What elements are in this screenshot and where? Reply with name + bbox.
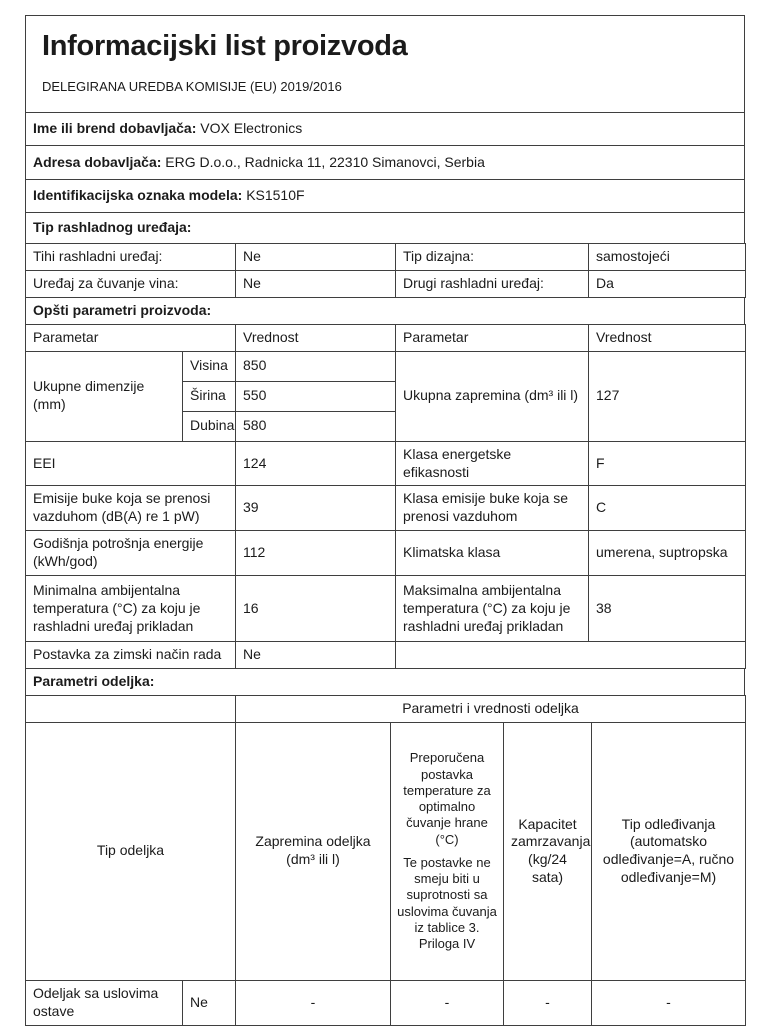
general-parameters-table bbox=[25, 324, 746, 669]
column-header-compartment-volume: Zapremina odeljka (dm³ ili l) bbox=[236, 722, 391, 980]
winter-mode-value: Ne bbox=[236, 642, 396, 669]
table-row bbox=[26, 722, 746, 980]
regulation-subtitle: DELEGIRANA UREDBA KOMISIJE (EU) 2019/2016 bbox=[42, 79, 342, 95]
column-header-defrost-type: Tip odleđivanja (automatsko odleđivanje=A, ručno odleđivanje=M) bbox=[592, 722, 746, 980]
column-header-freezing-capacity: Kapacitet zamrzavanja (kg/24 sata) bbox=[504, 722, 592, 980]
section-title-type: Tip rashladnog uređaja: bbox=[26, 213, 745, 244]
param-cell: EEI bbox=[26, 441, 236, 486]
total-volume-label: Ukupna zapremina (dm³ ili l) bbox=[396, 351, 589, 441]
table-row bbox=[26, 16, 745, 113]
table-row bbox=[26, 180, 745, 213]
value-cell: 16 bbox=[236, 576, 396, 642]
column-header-vrednost-2: Vrednost bbox=[589, 324, 746, 351]
compartments-group-header: Parametri i vrednosti odeljka bbox=[236, 695, 746, 722]
compartments-section-header bbox=[25, 668, 745, 696]
param-cell: Tihi rashladni uređaj: bbox=[26, 244, 236, 271]
dimensions-label-line1: Ukupne dimenzije bbox=[33, 378, 145, 395]
supplier-address-label: Adresa dobavljača: bbox=[33, 153, 162, 170]
column-header-compartment-type: Tip odeljka bbox=[26, 722, 236, 980]
table-row bbox=[26, 113, 745, 146]
table-row bbox=[26, 244, 746, 271]
supplier-address-cell bbox=[26, 146, 745, 180]
value-cell: Ne bbox=[236, 244, 396, 271]
value-cell: 112 bbox=[236, 531, 396, 576]
dimension-depth-value: 580 bbox=[236, 411, 396, 441]
total-volume-value: 127 bbox=[589, 351, 746, 441]
empty-cell bbox=[396, 642, 746, 669]
compartment-freezing-value: - bbox=[504, 980, 592, 1025]
supplier-table bbox=[25, 112, 745, 213]
value-cell: 38 bbox=[589, 576, 746, 642]
table-row bbox=[26, 531, 746, 576]
compartment-row-label: Odeljak sa uslovima ostave bbox=[26, 980, 183, 1025]
temperature-header-line2: Te postavke ne smeju biti u suprotnosti sa uslovima čuvanja iz tablice 3. Priloga IV bbox=[397, 854, 497, 952]
param-cell: Minimalna ambijentalna temperatura (°C) za koju je rashladni uređaj prikladan bbox=[26, 576, 236, 642]
section-title-general: Opšti parametri proizvoda: bbox=[26, 297, 745, 324]
general-section-header bbox=[25, 297, 745, 325]
param-cell: Godišnja potrošnja energije (kWh/god) bbox=[26, 531, 236, 576]
dimension-width-label: Širina bbox=[183, 381, 236, 411]
table-row bbox=[26, 324, 746, 351]
param-cell: Maksimalna ambijentalna temperatura (°C) za koju je rashladni uređaj prikladan bbox=[396, 576, 589, 642]
dimensions-label-cell bbox=[26, 351, 183, 441]
title-box bbox=[25, 15, 745, 113]
supplier-brand-value: VOX Electronics bbox=[200, 120, 303, 137]
compartment-present-value: Ne bbox=[183, 980, 236, 1025]
column-header-recommended-temperature bbox=[391, 722, 504, 980]
table-row bbox=[26, 642, 746, 669]
table-row bbox=[26, 980, 746, 1025]
value-cell: samostojeći bbox=[589, 244, 746, 271]
model-id-cell bbox=[26, 180, 745, 213]
param-cell: Klasa energetske efikasnosti bbox=[396, 441, 589, 486]
compartment-temperature-value: - bbox=[391, 980, 504, 1025]
value-cell: Ne bbox=[236, 270, 396, 297]
table-row bbox=[26, 213, 745, 244]
table-row bbox=[26, 486, 746, 531]
dimension-width-value: 550 bbox=[236, 381, 396, 411]
supplier-address-value: ERG D.o.o., Radnicka 11, 22310 Simanovci, Serbia bbox=[165, 153, 485, 170]
model-id-value: KS1510F bbox=[246, 187, 305, 204]
param-cell: Uređaj za čuvanje vina: bbox=[26, 270, 236, 297]
empty-cell bbox=[26, 695, 236, 722]
param-cell: Klimatska klasa bbox=[396, 531, 589, 576]
column-header-parametar-2: Parametar bbox=[396, 324, 589, 351]
title-cell bbox=[26, 16, 745, 113]
param-cell: Klasa emisije buke koja se prenosi vazduhom bbox=[396, 486, 589, 531]
value-cell: umerena, suptropska bbox=[589, 531, 746, 576]
temperature-header-line1: Preporučena postavka temperature za optimalno čuvanje hrane (°C) bbox=[403, 750, 491, 847]
type-section-table bbox=[25, 243, 746, 298]
model-id-label: Identifikacijska oznaka modela: bbox=[33, 187, 243, 204]
table-row bbox=[26, 668, 745, 695]
value-cell: C bbox=[589, 486, 746, 531]
param-cell: Emisije buke koja se prenosi vazduhom (dB(A) re 1 pW) bbox=[26, 486, 236, 531]
supplier-brand-cell bbox=[26, 113, 745, 146]
dimension-height-value: 850 bbox=[236, 351, 396, 381]
value-cell: Da bbox=[589, 270, 746, 297]
table-row bbox=[26, 351, 746, 381]
param-cell: Tip dizajna: bbox=[396, 244, 589, 271]
column-header-parametar-1: Parametar bbox=[26, 324, 236, 351]
table-row bbox=[26, 297, 745, 324]
table-row bbox=[26, 270, 746, 297]
compartment-defrost-value: - bbox=[592, 980, 746, 1025]
dimensions-label-line2: (mm) bbox=[33, 396, 66, 413]
page-title: Informacijski list proizvoda bbox=[42, 30, 408, 62]
supplier-brand-label: Ime ili brend dobavljača: bbox=[33, 120, 197, 137]
value-cell: F bbox=[589, 441, 746, 486]
product-information-sheet bbox=[25, 15, 745, 1026]
type-section-header bbox=[25, 212, 745, 244]
table-row bbox=[26, 441, 746, 486]
table-row bbox=[26, 146, 745, 180]
table-row bbox=[26, 695, 746, 722]
section-title-compartments: Parametri odeljka: bbox=[26, 668, 745, 695]
param-cell: Drugi rashladni uređaj: bbox=[396, 270, 589, 297]
compartment-volume-value: - bbox=[236, 980, 391, 1025]
dimension-height-label: Visina bbox=[183, 351, 236, 381]
value-cell: 124 bbox=[236, 441, 396, 486]
winter-mode-label: Postavka za zimski način rada bbox=[26, 642, 236, 669]
column-header-vrednost-1: Vrednost bbox=[236, 324, 396, 351]
table-row bbox=[26, 576, 746, 642]
compartments-table bbox=[25, 695, 746, 1026]
value-cell: 39 bbox=[236, 486, 396, 531]
dimension-depth-label: Dubina bbox=[183, 411, 236, 441]
